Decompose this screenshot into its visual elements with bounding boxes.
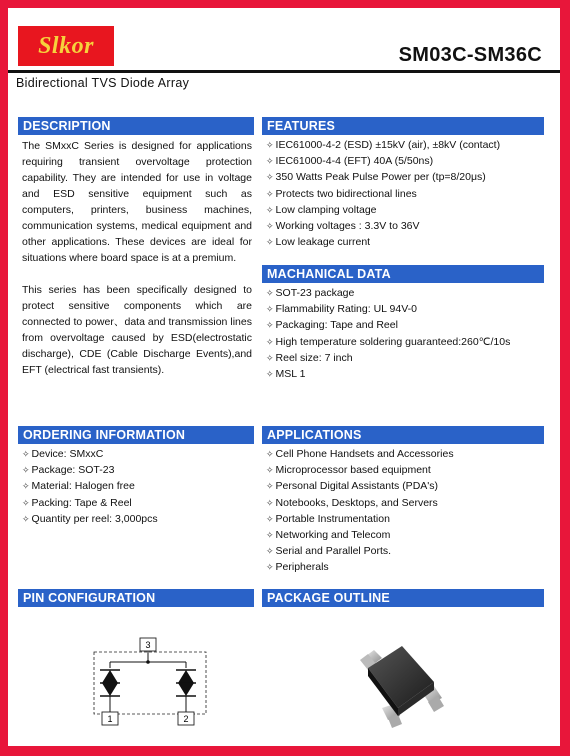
list-item-text: Reel size: 7 inch <box>275 351 353 364</box>
list-item <box>266 478 544 494</box>
list-item <box>266 366 544 382</box>
pin-2-label: 2 <box>183 714 189 724</box>
diamond-bullet-icon: ✧ <box>266 140 274 150</box>
diamond-bullet-icon: ✧ <box>266 304 274 315</box>
pin-configuration-diagram <box>86 636 216 732</box>
list-item-text: Notebooks, Desktops, and Servers <box>275 496 438 509</box>
slkor-logo <box>18 26 114 66</box>
ordering-section <box>18 426 254 527</box>
section-heading: FEATURES <box>262 117 544 135</box>
pin-1-label: 1 <box>107 714 113 724</box>
description-paragraph-1: The SMxxC Series is designed for applications requiring transient overvoltage protection capability. They are intended for use in voltage and ESD sensitive equipment such as computers, printers, business machines, communication systems, medical equipment and other applications. These devices are ideal for situations where board space is at a premium. <box>22 140 252 264</box>
list-item <box>266 462 544 478</box>
list-item-text: IEC61000-4-2 (ESD) ±15kV (air), ±8kV (contact) <box>275 139 501 151</box>
list-item <box>22 446 254 462</box>
diamond-bullet-icon: ✧ <box>266 320 274 331</box>
section-heading: ORDERING INFORMATION <box>18 426 254 444</box>
list-item <box>266 234 544 250</box>
section-heading: PIN CONFIGURATION <box>18 589 254 607</box>
diamond-bullet-icon: ✧ <box>266 497 274 508</box>
description-paragraph-2: This series has been specifically designed to protect sensitive components which are connected to power、data and transmission lines from overvoltage caused by ESD(electrostatic discharge), CDE (Cable Discharge Events),and EFT (electrical fast transients). <box>22 284 252 376</box>
diamond-bullet-icon: ✧ <box>266 188 274 199</box>
list-item-text: Quantity per reel: 3,000pcs <box>31 512 158 525</box>
list-item-text: Serial and Parallel Ports. <box>275 545 392 558</box>
tvs-diode-left-icon <box>100 670 120 696</box>
section-heading: APPLICATIONS <box>262 426 544 444</box>
diamond-bullet-icon: ✧ <box>266 237 274 248</box>
list-item-text: Material: Halogen free <box>31 480 135 493</box>
pin-3-label: 3 <box>145 640 151 650</box>
list-item-text: SOT-23 package <box>275 287 355 299</box>
document-subtitle: Bidirectional TVS Diode Array <box>16 76 190 90</box>
list-item-text: Microprocessor based equipment <box>275 464 431 477</box>
list-item-text: MSL 1 <box>275 368 306 381</box>
diamond-bullet-icon: ✧ <box>266 221 274 232</box>
list-item-text: Packaging: Tape and Reel <box>275 319 398 332</box>
datasheet-page <box>8 8 560 746</box>
list-item <box>266 334 544 350</box>
list-item-text: 350 Watts Peak Pulse Power per (tp=8/20μs) <box>275 171 486 184</box>
list-item-text: Personal Digital Assistants (PDA's) <box>275 480 439 493</box>
list-item <box>22 495 254 511</box>
list-item-text: Package: SOT-23 <box>31 464 115 477</box>
list-item <box>266 495 544 511</box>
list-item <box>266 350 544 366</box>
pin-config-section <box>18 589 254 607</box>
section-heading: DESCRIPTION <box>18 117 254 135</box>
diamond-bullet-icon: ✧ <box>266 546 274 557</box>
logo-text: Slkor <box>38 32 94 59</box>
list-item-text: Cell Phone Handsets and Accessories <box>275 448 454 460</box>
diamond-bullet-icon: ✧ <box>266 369 274 380</box>
diamond-bullet-icon: ✧ <box>22 465 30 476</box>
diamond-bullet-icon: ✧ <box>266 562 274 573</box>
diamond-bullet-icon: ✧ <box>22 513 30 524</box>
list-item <box>266 137 544 153</box>
features-list <box>262 137 544 250</box>
list-item <box>22 511 254 527</box>
diamond-bullet-icon: ✧ <box>266 288 274 298</box>
sot23-package-icon <box>338 630 458 740</box>
diamond-bullet-icon: ✧ <box>266 336 274 347</box>
ordering-list <box>18 446 254 527</box>
description-section <box>18 117 254 378</box>
part-number-title: SM03C-SM36C <box>398 44 542 66</box>
list-item-text: IEC61000-4-4 (EFT) 40A (5/50ns) <box>275 155 434 168</box>
list-item-text: Flammability Rating: UL 94V-0 <box>275 303 417 316</box>
list-item-text: Protects two bidirectional lines <box>275 187 417 200</box>
section-heading: MACHANICAL DATA <box>262 265 544 283</box>
list-item-text: Device: SMxxC <box>31 448 104 460</box>
list-item <box>266 285 544 301</box>
mechanical-list <box>262 285 544 382</box>
diamond-bullet-icon: ✧ <box>22 449 30 459</box>
diamond-bullet-icon: ✧ <box>266 449 274 459</box>
list-item-text: Low leakage current <box>275 236 371 249</box>
list-item <box>266 186 544 202</box>
list-item-text: High temperature soldering guaranteed:260℃/10s <box>275 335 511 348</box>
list-item-text: Low clamping voltage <box>275 203 377 216</box>
diamond-bullet-icon: ✧ <box>266 530 274 541</box>
tvs-diode-right-icon <box>176 670 196 696</box>
diamond-bullet-icon: ✧ <box>266 156 274 167</box>
list-item <box>22 462 254 478</box>
diamond-bullet-icon: ✧ <box>22 481 30 492</box>
diamond-bullet-icon: ✧ <box>266 513 274 524</box>
list-item <box>266 153 544 169</box>
list-item-text: Packing: Tape & Reel <box>31 496 132 509</box>
list-item <box>266 202 544 218</box>
list-item <box>266 317 544 333</box>
applications-list <box>262 446 544 576</box>
list-item <box>266 527 544 543</box>
applications-section <box>262 426 544 576</box>
diamond-bullet-icon: ✧ <box>266 352 274 363</box>
list-item <box>266 169 544 185</box>
list-item <box>266 446 544 462</box>
mechanical-section <box>262 265 544 382</box>
features-section <box>262 117 544 250</box>
diamond-bullet-icon: ✧ <box>266 204 274 215</box>
section-heading: PACKAGE OUTLINE <box>262 589 544 607</box>
diamond-bullet-icon: ✧ <box>266 172 274 183</box>
list-item <box>22 478 254 494</box>
list-item <box>266 543 544 559</box>
package-outline-section <box>262 589 544 607</box>
list-item-text: Working voltages : 3.3V to 36V <box>275 220 420 233</box>
diamond-bullet-icon: ✧ <box>266 465 274 476</box>
list-item-text: Portable Instrumentation <box>275 512 390 525</box>
list-item <box>266 559 544 575</box>
diamond-bullet-icon: ✧ <box>22 497 30 508</box>
list-item-text: Peripherals <box>275 561 329 574</box>
list-item <box>266 511 544 527</box>
list-item-text: Networking and Telecom <box>275 529 391 542</box>
list-item <box>266 301 544 317</box>
header-rule <box>8 70 560 73</box>
list-item <box>266 218 544 234</box>
diamond-bullet-icon: ✧ <box>266 481 274 492</box>
